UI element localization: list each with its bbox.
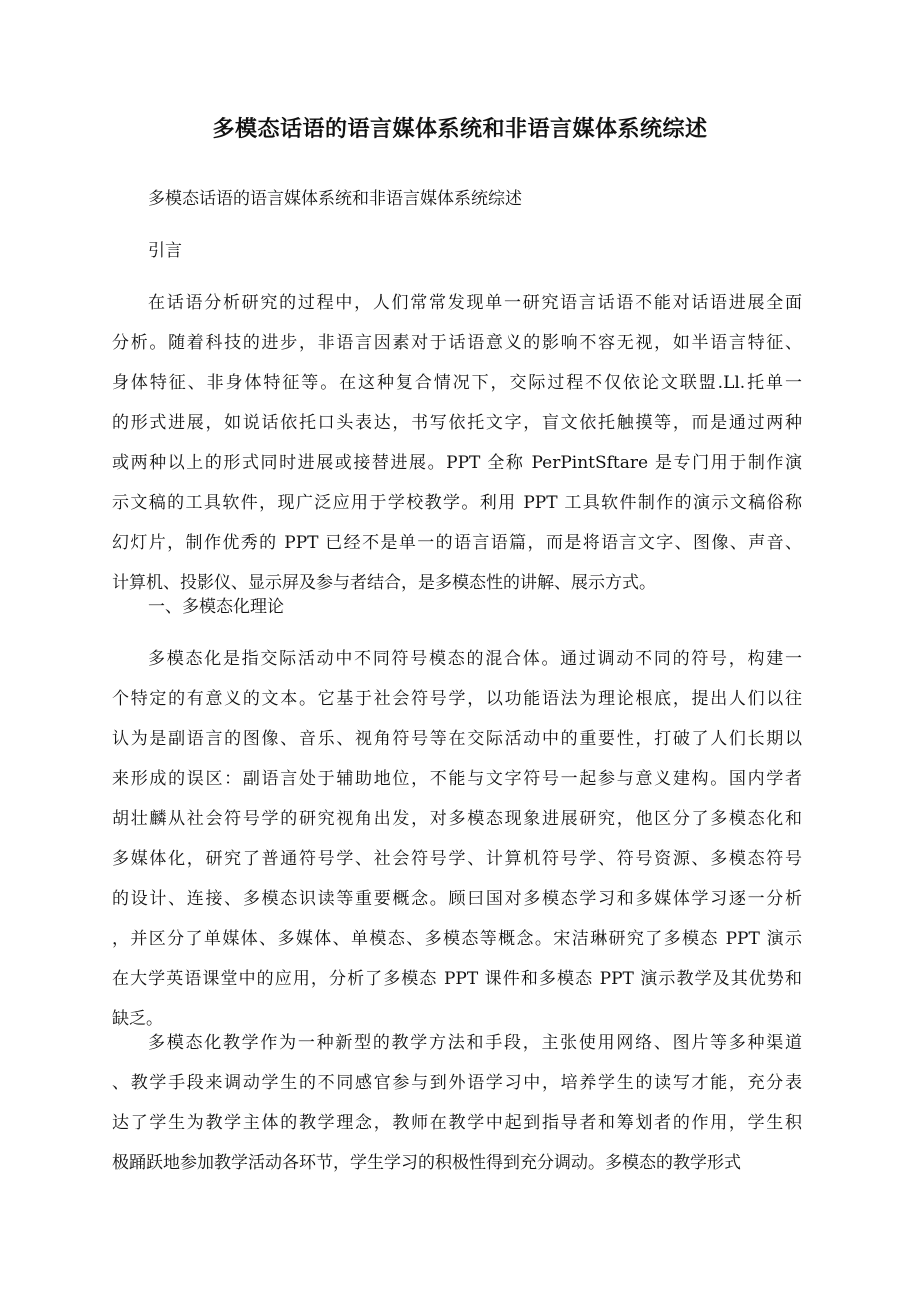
section-1-body-2-line: 多模态化教学作为一种新型的教学方法和手段，主张使用网络、图片等多种渠道	[148, 1033, 802, 1053]
section-1-body-1-line: 认为是副语言的图像、音乐、视角符号等在交际活动中的重要性，打破了人们长期以	[112, 729, 802, 749]
section-1-heading-line: 一、多模态化理论	[148, 597, 284, 617]
section-1-body-1-line: 胡壮麟从社会符号学的研究视角出发，对多模态现象进展研究，他区分了多模态化和	[112, 809, 802, 829]
intro-body-line: 计算机、投影仪、显示屏及参与者结合，是多模态性的讲解、展示方式。	[112, 573, 656, 593]
section-1-body-1-line: 的设计、连接、多模态识读等重要概念。顾曰国对多模态学习和多媒体学习逐一分析	[112, 889, 802, 909]
section-1-body-1-line: 缺乏。	[112, 1009, 163, 1029]
intro-body-line: 在话语分析研究的过程中，人们常常发现单一研究语言话语不能对话语进展全面	[148, 293, 802, 313]
section-1-body-2-line: 极踊跃地参加教学活动各环节，学生学习的积极性得到充分调动。多模态的教学形式	[112, 1153, 741, 1173]
intro-body-line: 的形式进展，如说话依托口头表达，书写依托文字，盲文依托触摸等，而是通过两种	[112, 413, 802, 433]
intro-body-line: 分析。随着科技的进步，非语言因素对于话语意义的影响不容无视，如半语言特征、	[112, 333, 802, 353]
intro-body-line: 或两种以上的形式同时进展或接替进展。PPT 全称 PerPintSftare 是专门用于制作演	[112, 453, 802, 473]
section-1-body-1-line: ，并区分了单媒体、多媒体、单模态、多模态等概念。宋洁琳研究了多模态 PPT 演示	[112, 929, 802, 949]
section-1-body-2-line: 、教学手段来调动学生的不同感官参与到外语学习中，培养学生的读写才能，充分表	[112, 1073, 802, 1093]
intro-heading-line: 引言	[148, 241, 182, 261]
document-title: 多模态话语的语言媒体系统和非语言媒体系统综述	[212, 116, 708, 142]
section-1-body-1-line: 多模态化是指交际活动中不同符号模态的混合体。通过调动不同的符号，构建一	[148, 649, 802, 669]
section-1-body-1-line: 在大学英语课堂中的应用，分析了多模态 PPT 课件和多模态 PPT 演示教学及其优势和	[112, 969, 802, 989]
section-1-body-1-line: 来形成的误区：副语言处于辅助地位，不能与文字符号一起参与意义建构。国内学者	[112, 769, 802, 789]
section-1-body-2-line: 达了学生为教学主体的教学理念，教师在教学中起到指导者和筹划者的作用，学生积	[112, 1113, 802, 1133]
intro-body-line: 幻灯片，制作优秀的 PPT 已经不是单一的语言语篇，而是将语言文字、图像、声音、	[112, 533, 802, 553]
section-1-body-1-line: 个特定的有意义的文本。它基于社会符号学，以功能语法为理论根底，提出人们以往	[112, 689, 802, 709]
section-1-body-1-line: 多媒体化，研究了普通符号学、社会符号学、计算机符号学、符号资源、多模态符号	[112, 849, 802, 869]
intro-body-line: 身体特征、非身体特征等。在这种复合情况下，交际过程不仅依论文联盟.Ll.托单一	[112, 373, 802, 393]
subtitle-line: 多模态话语的语言媒体系统和非语言媒体系统综述	[148, 189, 522, 209]
intro-body-line: 示文稿的工具软件，现广泛应用于学校教学。利用 PPT 工具软件制作的演示文稿俗称	[112, 493, 802, 513]
